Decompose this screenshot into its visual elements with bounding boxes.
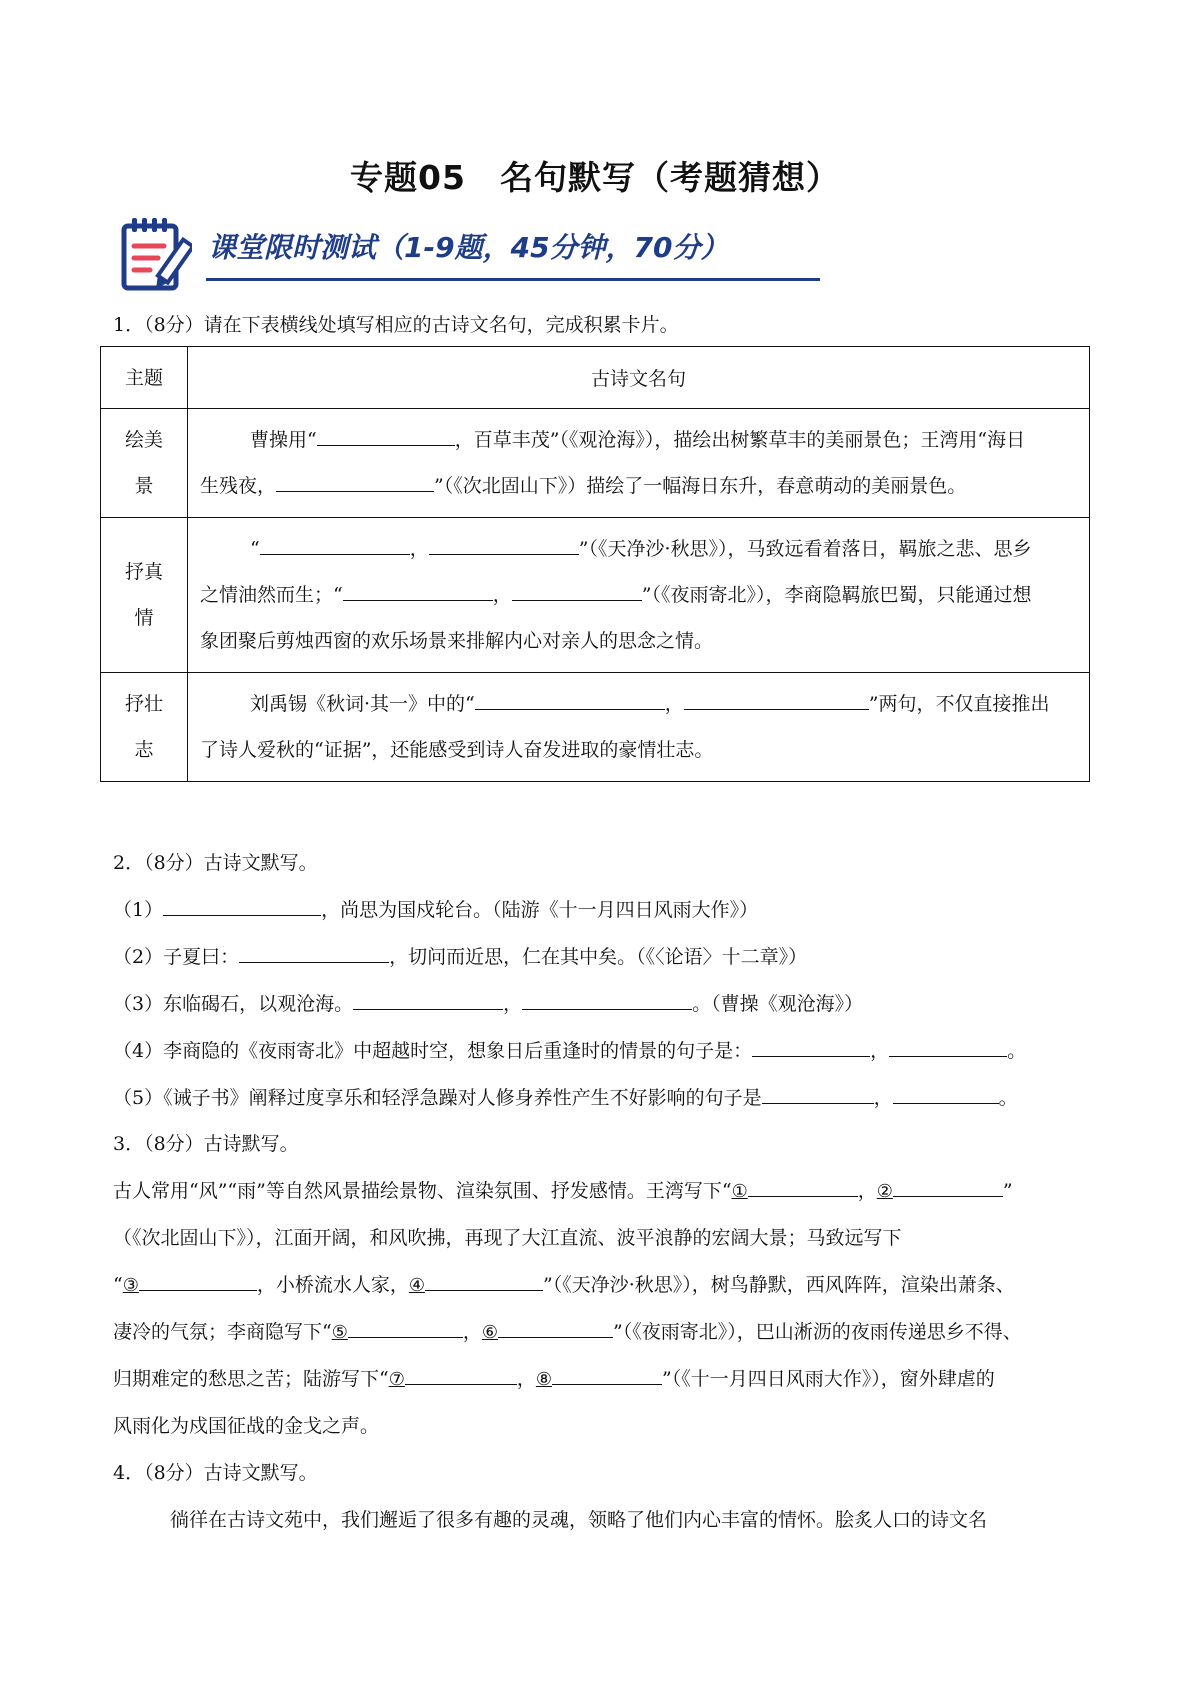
- row-content: 刘禹锡《秋词·其一》中的“ ， ”两句，不仅直接推出 了诗人爱秋的“证据”，还能感受到诗人奋发进取的豪情壮志。: [188, 673, 1090, 782]
- q2-item-2: （2）子夏曰： ，切问而近思，仁在其中矣。（《〈论语〉十二章》）: [113, 946, 808, 968]
- q3-line-2: （《次北固山下》），江面开阔，和风吹拂，再现了大江直流、波平浪静的宏阔大景；马致远写下: [113, 1227, 902, 1249]
- notepad-pencil-icon: [120, 216, 192, 294]
- fill-blank[interactable]: [498, 1319, 613, 1338]
- fill-blank[interactable]: [348, 1319, 463, 1338]
- table-row: [101, 409, 1090, 518]
- fill-blank[interactable]: [512, 582, 642, 601]
- fill-blank[interactable]: [893, 1178, 1003, 1197]
- q1-prompt: 1．（8分）请在下表横线处填写相应的古诗文名句，完成积累卡片。: [113, 314, 679, 336]
- fill-blank[interactable]: [522, 991, 692, 1010]
- fill-blank[interactable]: [429, 536, 579, 555]
- row-content: 曹操用“ ，百草丰茂”（《观沧海》），描绘出树繁草丰的美丽景色；王湾用“海日 生残夜， ”（《次北固山下》）描绘了一幅海日东升，春意萌动的美丽景色。: [188, 409, 1090, 518]
- fill-blank[interactable]: [317, 427, 455, 446]
- q2-item-5: （5）《诫子书》阐释过度享乐和轻浮急躁对人修身养性产生不好影响的句子是 ， 。: [113, 1087, 1018, 1109]
- fill-blank[interactable]: [260, 536, 410, 555]
- fill-blank[interactable]: [353, 991, 503, 1010]
- header-verses: 古诗文名句: [188, 347, 1090, 409]
- q3-prompt: 3．（8分）古诗默写。: [113, 1133, 299, 1155]
- fill-blank[interactable]: [684, 691, 869, 710]
- q3-line-3: “③ ，小桥流水人家，④ ”（《天净沙·秋思》），树鸟静默，西风阵阵，渲染出萧条、: [113, 1274, 1015, 1296]
- fill-blank[interactable]: [343, 582, 493, 601]
- fill-blank[interactable]: [276, 473, 434, 492]
- banner-text: 课堂限时测试（1-9题，45分钟，70分）: [208, 231, 729, 264]
- table-row: [101, 673, 1090, 782]
- row-category: 抒真 情: [101, 518, 188, 673]
- q3-line-6: 风雨化为戍国征战的金戈之声。: [113, 1415, 380, 1437]
- q3-line-5: 归期难定的愁思之苦；陆游写下“⑦ ，⑧ ”（《十一月四日风雨大作》），窗外肆虐的: [113, 1368, 995, 1390]
- q3-line-1: 古人常用“风”“雨”等自然风景描绘景物、渲染氛围、抒发感情。王湾写下“① ，② ”: [113, 1180, 1013, 1202]
- q2-item-4: （4）李商隐的《夜雨寄北》中超越时空，想象日后重逢时的情景的句子是： ， 。: [113, 1040, 1027, 1062]
- q2-item-3: （3）东临碣石，以观沧海。 ， 。（曹操《观沧海》）: [113, 993, 864, 1015]
- row-category: 绘美 景: [101, 409, 188, 518]
- q4-line-1: 徜徉在古诗文苑中，我们邂逅了很多有趣的灵魂，领略了他们内心丰富的情怀。脍炙人口的诗文名: [170, 1509, 988, 1531]
- header-theme: 主题: [101, 347, 188, 409]
- fill-blank[interactable]: [475, 691, 665, 710]
- fill-blank[interactable]: [139, 1272, 257, 1291]
- row-category: 抒壮 志: [101, 673, 188, 782]
- fill-blank[interactable]: [405, 1366, 517, 1385]
- banner-underline: [206, 278, 820, 281]
- q4-prompt: 4．（8分）古诗文默写。: [113, 1462, 318, 1484]
- fill-blank[interactable]: [752, 1038, 870, 1057]
- fill-blank[interactable]: [425, 1272, 543, 1291]
- table-header-row: [101, 347, 1090, 409]
- q2-item-1: （1） ，尚思为国戍轮台。（陆游《十一月四日风雨大作》）: [113, 899, 759, 921]
- page-title: 专题05 名句默写（考题猜想）: [350, 158, 840, 197]
- row-content: “ ， ”（《天净沙·秋思》），马致远看着落日，羁旅之悲、思乡 之情油然而生；“ ， ”（《夜雨寄北》），李商隐羁旅巴蜀，只能通过想 象团聚后剪烛西窗的欢乐场景来排解内心对亲人的思念之情。: [188, 518, 1090, 673]
- fill-blank[interactable]: [762, 1085, 874, 1104]
- fill-blank[interactable]: [889, 1038, 1007, 1057]
- section-banner: [120, 216, 820, 296]
- fill-blank[interactable]: [748, 1178, 858, 1197]
- fill-blank[interactable]: [552, 1366, 662, 1385]
- accumulation-card-table: [100, 346, 1090, 782]
- table-row: [101, 518, 1090, 673]
- fill-blank[interactable]: [239, 944, 389, 963]
- q2-prompt: 2．（8分）古诗文默写。: [113, 852, 318, 874]
- fill-blank[interactable]: [163, 897, 321, 916]
- fill-blank[interactable]: [893, 1085, 999, 1104]
- q3-line-4: 凄冷的气氛；李商隐写下“⑤ ，⑥ ”（《夜雨寄北》），巴山淅沥的夜雨传递思乡不得、: [113, 1321, 1022, 1343]
